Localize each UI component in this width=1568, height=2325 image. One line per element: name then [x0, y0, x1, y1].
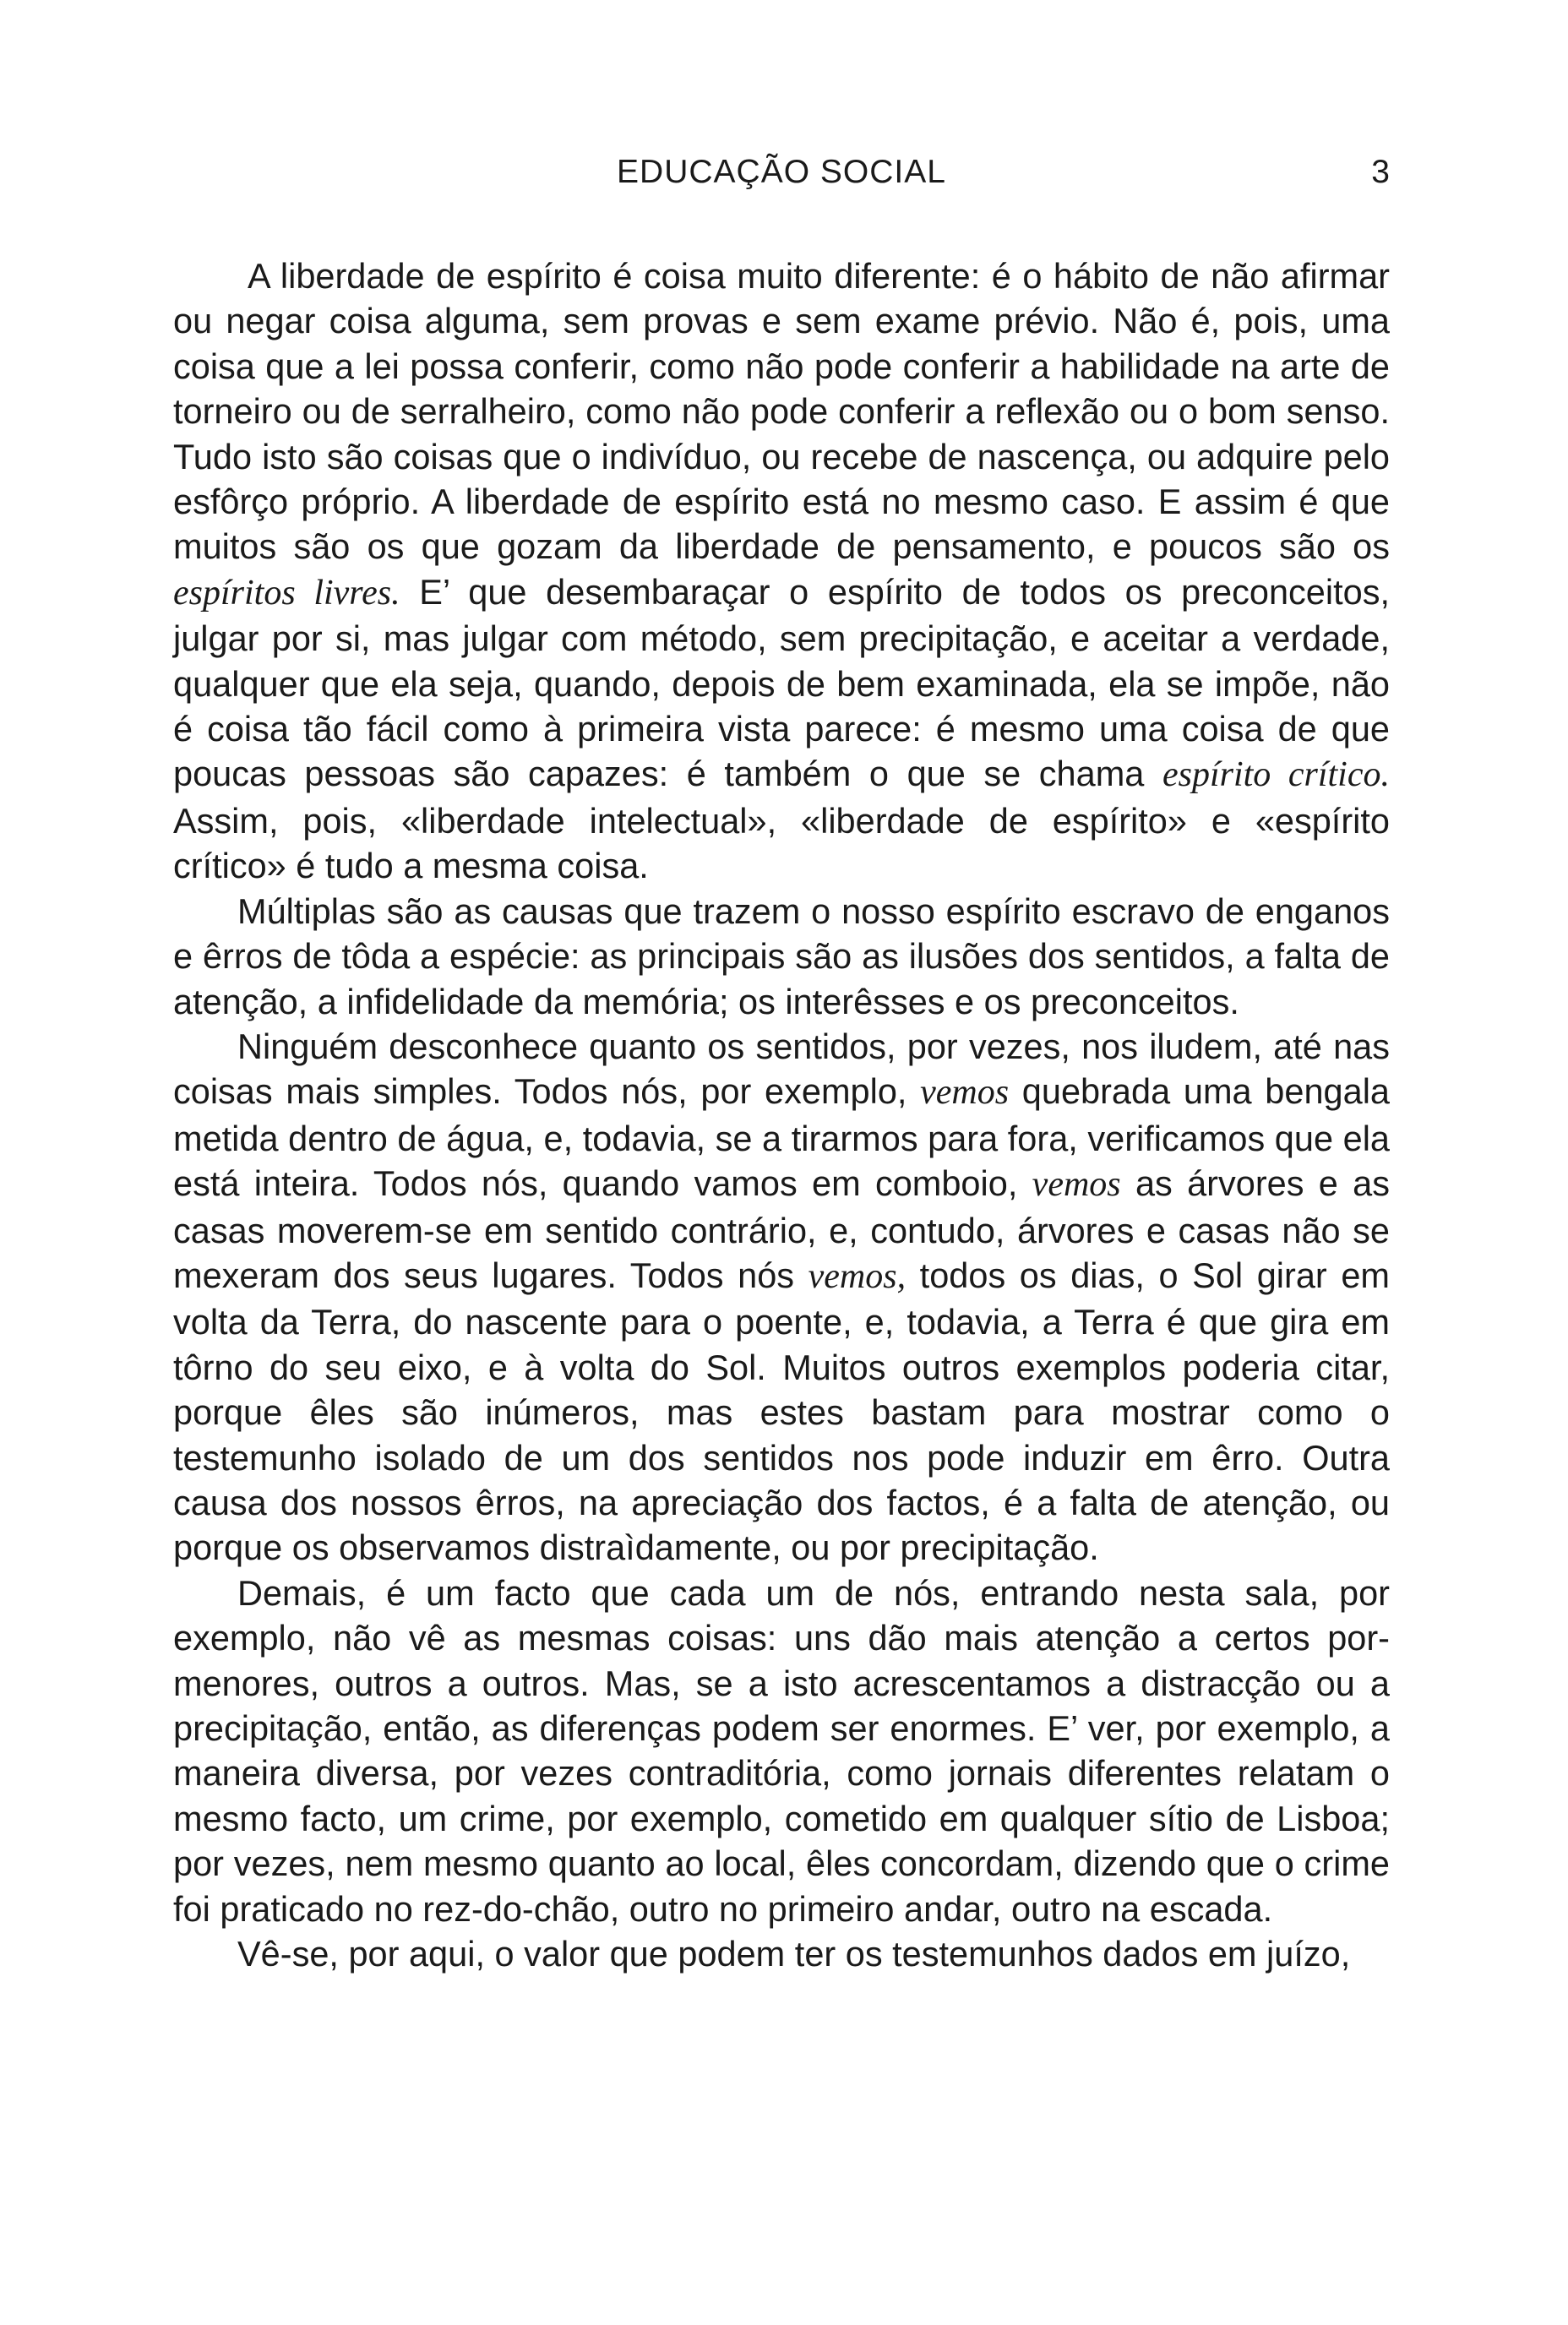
- paragraph: [173, 1024, 1390, 1571]
- paragraph: [173, 1931, 1390, 1976]
- page-number: 3: [1371, 154, 1390, 190]
- text-run: quebrada uma bengala metida dentro de água, e, todavia, se a tirarmos para fora, verificamos que ela está inteira. Todos nós, quando vamos em comboio,: [173, 1071, 1390, 1204]
- text-run: Múltiplas são as causas que trazem o nosso espírito escravo de enganos e êrros de tôda a espécie: as principais são as ilusões dos sentidos, a falta de atenção, a infidelidade da memória; os interêsses e os preconceitos.: [173, 890, 1390, 1021]
- italic-phrase: espíritos livres.: [173, 573, 400, 613]
- text-run: todos os dias, o Sol girar em volta da Terra, do nascente para o poente, e, todavia, a Terra é que gira em tôrno do seu eixo, e à volta do Sol. Muitos outros exemplos poderia citar, porque êles são inúmeros, mas estes bastam para mostrar como o testemunho isolado de um dos sentidos nos pode induzir em êrro. Outra causa dos nossos êrros, na apreciação dos factos, é a falta de atenção, ou porque os observamos distraìdamente, ou por precipitação.: [173, 1255, 1390, 1568]
- paragraph: [173, 253, 1390, 889]
- running-title: EDUCAÇÃO SOCIAL: [617, 154, 946, 190]
- italic-phrase: vemos: [1032, 1165, 1121, 1205]
- text-run: Ninguém desconhece quanto os sentidos, por vezes, nos iludem, até nas coisas mais simples. Todos nós, por exemplo,: [173, 1026, 1390, 1112]
- running-head: [173, 154, 1390, 204]
- italic-phrase: espírito crítico.: [1162, 755, 1390, 795]
- text-run: Assim, pois, «liberdade intelectual», «liberdade de espírito» e «espírito crítico» é tudo a mesma coisa.: [173, 800, 1390, 886]
- text-run: E’ que desembaraçar o espírito de todos os preconceitos, julgar por si, mas julgar com método, sem precipitação, e aceitar a verdade, qualquer que ela seja, quando, depois de bem examinada, ela se impõe, não é coisa tão fácil como à primeira vista parece: é mesmo uma coisa de que poucas pessoas são capazes: é também o que se chama: [173, 571, 1390, 794]
- italic-phrase: vemos: [920, 1073, 1010, 1113]
- body-text: [173, 253, 1390, 1976]
- text-run: Vê-se, por aqui, o valor que podem ter os testemunhos dados em juízo,: [237, 1934, 1351, 1974]
- paragraph: [173, 1571, 1390, 1931]
- text-run: A liberdade de espírito é coisa muito diferente: é o hábito de não afirmar ou negar coisa alguma, sem provas e sem exame prévio. Não é, pois, uma coisa que a lei possa conferir, como não pode conferir a habilidade na arte de torneiro ou de serralheiro, como não pode conferir a reflexão ou o bom senso. Tudo isto são coisas que o indivíduo, ou recebe de nascença, ou adquire pelo esfôrço próprio. A liberdade de espírito está no mesmo caso. E assim é que muitos são os que gozam da liberdade de pensamento, e poucos são os: [173, 256, 1390, 567]
- text-run: Demais, é um facto que cada um de nós, entrando nesta sala, por exemplo, não vê as mesmas coisas: uns dão mais atenção a certos pormenores, outros a outros. Mas, se a isto acrescentamos a distracção ou a precipitação, então, as diferenças podem ser enormes. E’ ver, por exemplo, a maneira diversa, por vezes contraditória, como jornais diferentes relatam o mesmo facto, um crime, por exemplo, cometido em qualquer sítio de Lisboa; por vezes, nem mesmo quanto ao local, êles concordam, dizendo que o crime foi praticado no rez-do-chão, outro no primeiro andar, outro na escada.: [173, 1572, 1390, 1929]
- italic-phrase: vemos,: [808, 1256, 906, 1296]
- paragraph: [173, 889, 1390, 1024]
- text-run: as árvores e as casas moverem-se em sentido contrário, e, contudo, árvores e casas não se mexeram dos seus lugares. Todos nós: [173, 1163, 1390, 1295]
